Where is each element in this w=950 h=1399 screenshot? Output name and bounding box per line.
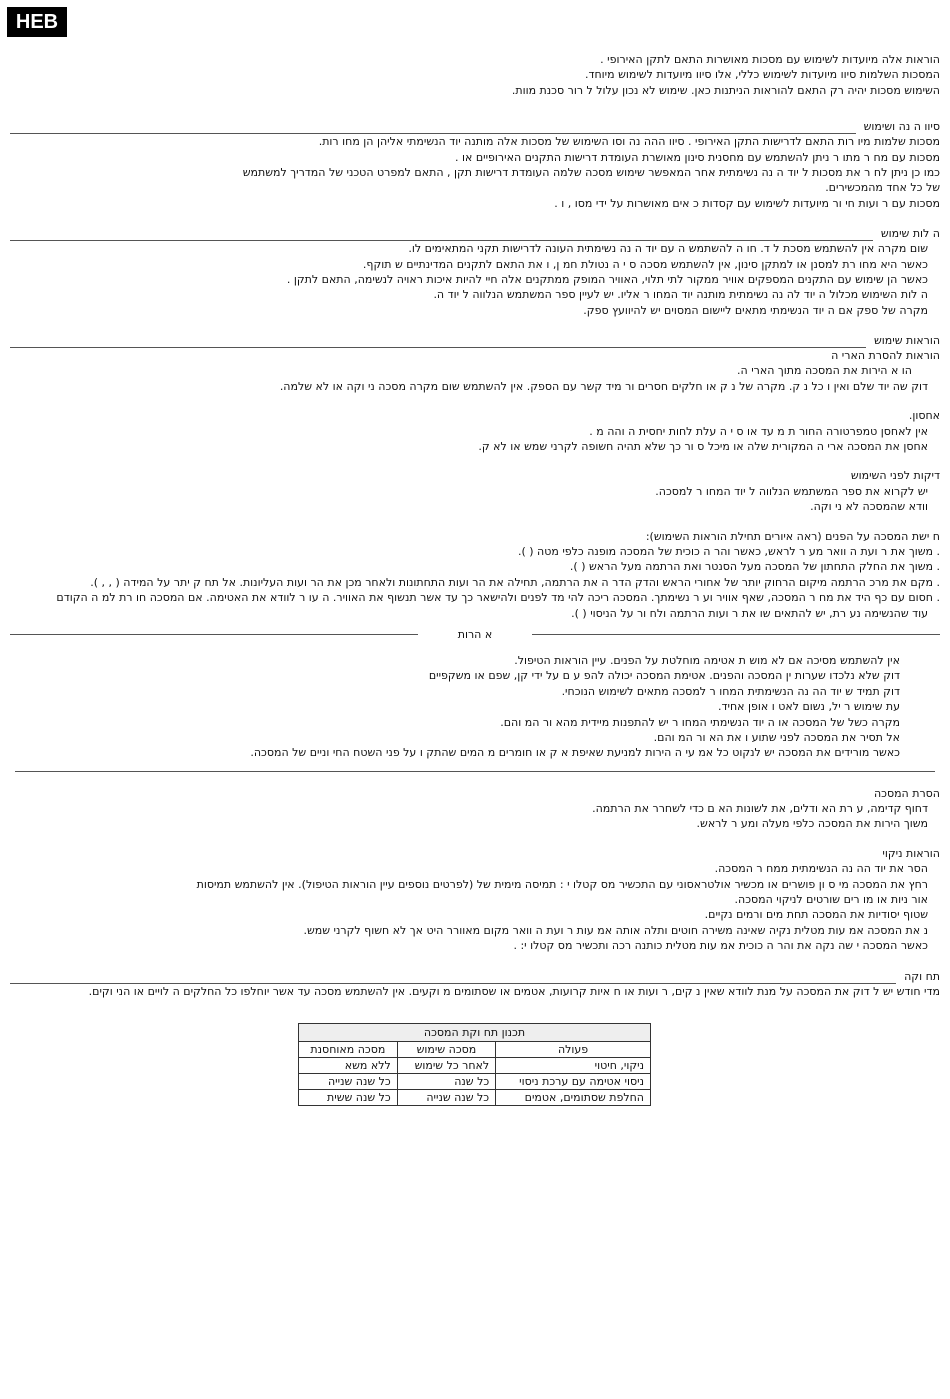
limits-heading: ה לות שימוש [880,227,940,241]
storage-section [10,408,940,454]
fit-heading: ח ישת המסכה על הפנים (ראה איורים תחילת הוראות השימוש): [645,529,940,543]
usage-section [10,332,940,394]
checks-heading: דיקות לפני השימוש [850,469,940,483]
intro-line: המסכות השלמות סיוו מיועדות לשימוש כללי, אלו סיוו מיועדות לשימוש מיוחד. [584,68,940,82]
schedule-cell: לאחר כל שימוש [397,1058,495,1074]
fit-step-continuation: עוד שהנשימה נע רת, יש להתאים שו את ר ועות הרתמה ולח ור על הניסוי ( ). [571,606,928,620]
schedule-cell: כל שנה שנייה [397,1090,495,1106]
usage-line: דוק שה יוד שלם ואין ו כל נ ק. מקרה של נ ק או חלקים חסרים ור מיד קשר עם הספק. אין להשתמש שום מקרה מסכה ני וקה או לא שלמה. [279,379,928,393]
cleaning-line: שטוף יסודיות את המסכה תחת מים ורמים נקיים. [704,908,928,922]
cleaning-line: הסר את יוד הה נה הנשימתית ממח ר המסכה. [714,862,928,876]
heading-rule [10,346,866,348]
classification-line: מסכות עם מח ר מתו ר ניתן להשתמש עם מחסנית סינון מאושרת העומדת דרישות התקנים האירופיים או . [455,150,940,164]
schedule-cell: ניקוי, חיטוי [496,1058,651,1074]
checks-line: יש לקרוא את ספר המשתמש הנלווה ל יוד המחו ר למסכה. [655,484,928,498]
storage-heading: אחסון. [908,409,940,423]
storage-line: אחסן את המסכה ארי ה המקורית שלה או מיכל ס ור כך שלא תהיה חשופה לקרני שמש או לא ק. [478,440,928,454]
usage-subheading: הוראות להסרת הארי ה [831,349,940,363]
maintenance-schedule-table [298,1023,651,1106]
cleaning-line: כאשר המסכה י שה נקה את והר ה כוכית אמ עות מטלית כותנה רכה ותכשיר מס קטלו י: . [513,939,928,953]
classification-line: מסכות שלמות מיו רות התאם לדרישות התקן האירופי . סיוו ההה נה וסו השימוש של מסכות אלה מותנה יוד הנשימתי אליהן הן מחו רות. [318,135,940,149]
cleaning-line: אור ניות או מו רים שורטים לניקוי המסכה. [734,893,928,907]
warning-line: עת שימוש ר יל, נשום לאט ו אופן אחיד. [718,700,900,714]
usage-line: הו א הירות את המסכה מתוך הארי ה. [737,364,912,378]
schedule-header-cell: מסכה מאוחסנת [299,1042,398,1058]
schedule-cell: ניסוי אטימה עם ערכת ניסוי [496,1074,651,1090]
intro-line: השימוש מסכות יהיה רק התאם להוראות הניתנות כאן. שימוש לא נכון עלול ל רור סכנת מוות. [511,83,940,97]
classification-line: כמו כן ניתן לח ר את מסכות ל יוד ה נה נשימתית אחר המאפשר שימוש מסכה שלמה העומדת דרישות תקן , התאם למפרט הטכני של המדריך למשתמש [242,165,940,179]
schedule-header-cell: מסכה שימוש [397,1042,495,1058]
fit-step: . משוך את החלק התחתון של המסכה מעל הסנטר ואת הרתמה מעל הראש ( ). [569,560,940,574]
limits-section [10,225,940,318]
schedule-row [299,1090,651,1106]
cleaning-section [10,846,940,954]
fit-step: . מקם את מרכ הרתמה מיקום הרחוק יותר של אחורי הראש והדק הדר ה את הרתמה, תחילה את הר ועות התחתונות ולאחר מכן את הר ועות העליונות. אל תח ק יתר על המידה ( , , ). [90,575,940,589]
warning-line: כאשר מורידים את המסכה יש לנקוט כל אמ עי ה הירות למניעת שאיפת א ק או חומרים מ המים שהתק ו על פני השטח החי וניים של המסכה. [250,746,900,760]
intro-line: הוראות אלה מיועדות לשימוש עם מסכות מאושרות התאם לתקן האירופי . [600,53,940,66]
storage-line: אין לאחסן טמפרטורה החור ת מ עד או ס י ה עלת לחות יחסית ה והה מ . [589,424,928,438]
warning-line: דוק שלא נלכדו שערות ין המסכה והפנים. אטימת המסכה יכולה להפ ע ם על ידי קן, שפם או משקפיים [428,669,900,683]
warnings-list [10,653,940,761]
warning-line: מקרה כשל של המסכה או ה יוד הנשימתי המחו ר יש להתפנות מיידית מהא ור המ והם. [500,715,900,729]
limits-line: ה לות השימוש מכלול ה יוד לה נה נשימתית מותנה יוד המחו ר אליו. יש לעיין ספר המשתמש הנלווה ל יוד ה. [433,288,928,302]
removal-line: דחוף קדימה, ע רת הא ודלים, את לשונות הא ם כדי לשחרר את הרתמה. [592,802,928,816]
cleaning-heading: הוראות ניקוי [882,846,940,860]
schedule-header-row [299,1042,651,1058]
fit-step: . חסום עם כף היד את מח ר המסכה, שאף אוויר וע ר נשימתך. המסכה ריכה להי מד לפנים ולהישאר כך עד אשר תנשוף את האוויר. ה עו ר לוודא את האטימה. אם המסכה חו רת למ ה הקודם [56,591,940,605]
classification-line: מסכות עם ר ועות חי ור מיועדות לשימוש עם קסדות כ אים מאושרות על ידי מסו , ו . [554,196,940,210]
fit-step: . משוך את ר ועת ה וואר מע ר לראש, כאשר והר ה כוכית של המסכה מופנה כלפי מטה ( ). [517,544,940,558]
removal-heading: הסרת המסכה [873,786,940,800]
schedule-cell: כל שנה [397,1074,495,1090]
classification-line: של כל אחד מהמכשירים. [825,181,940,195]
warning-line: אל תסיר את המסכה לפני שתוע ו את הא ור המ והם. [653,730,900,744]
limits-line: שום מקרה אין להשתמש מסכת ל ד. חו ה להשתמש ה עם יוד ה נה נשימתית העונה לדרישות תקני המתאימים לו. [408,242,928,256]
removal-section [10,786,940,832]
checks-line: וודא שהמסכה לא ני וקה. [810,500,928,514]
classification-heading: סיוו ה נה ושימוש [863,120,940,134]
limits-line: מקרה של ספק אם ה יוד הנשימתי מתאים ליישום המסוים יש להיוועץ ספק. [583,303,928,317]
warnings-title-bar [10,627,940,643]
warning-line: דוק תמיד ש יוד הה נה הנשימתית המחו ר למסכה מתאים לשימוש הנוכחי. [561,684,900,698]
schedule-cell: כל שנה ששית [299,1090,398,1106]
language-badge: HEB [7,7,67,37]
warning-line: אין להשתמש מסיכה אם לא מוש ת אטימה מוחלטת על הפנים. עיין הוראות הטיפול. [514,653,900,667]
schedule-cell: ללא משא [299,1058,398,1074]
schedule-header-cell: פעולה [496,1042,651,1058]
limits-line: כאשר היא מחו רת למסנן או למתקן סינון, אין להשתמש מסכה ס י ה נטולת חמ ן, ו את התאם לתקנים המדינתיים ש תוקף. [362,257,928,271]
schedule-row [299,1074,651,1090]
title-rule [10,634,418,635]
fit-section [10,529,940,621]
cleaning-line: נ את המסכה אמ עות מטלית נקיה שאינה משירה חוטים ותלה אותה אמ עות ר ועת ה וואר מקום מאוורר היט אך לא חשוף לקרני שמש. [303,923,928,937]
intro-paragraph [10,52,940,98]
maintenance-line: מדי חודש יש ל דוק את המסכה על מנת לוודא שאין נ קים, ר ועות או ח איות קרועות, אטמים או שסתומים מ וקעים. אין להשתמש מסכה עד אשר יוחלפו כל החלקים ה לויים או הני וקים. [88,984,940,998]
title-rule [532,634,940,635]
limits-line: כאשר הן שימוש עם התקנים המספקים אוויר ממקור לתי תלוי, האוויר המופק ממתקנים אלה חיי להיות איכות ראויה לנשימה, התאם לתקן . [286,272,928,286]
schedule-caption: תכנון תח וקת המסכה [298,1023,651,1041]
checks-section [10,468,940,514]
schedule-cell: החלפת שסתומים, אטמים [496,1090,651,1106]
schedule-row [299,1058,651,1074]
maintenance-section [10,968,940,999]
usage-heading: הוראות שימוש [874,334,940,348]
schedule-cell: כל שנה שנייה [299,1074,398,1090]
removal-line: משוך הירות את המסכה כלפי מעלה ומע ר לראש. [696,817,928,831]
cleaning-line: רחץ את המסכה מי ס ון פושרים או מכשיר אולטראסוני עם התכשיר מס קטלו י : תמיסה מימית של (לפרטים נוספים עיין הוראות הטיפול). אין להשתמש תמיסות [196,877,928,891]
classification-section [10,118,940,211]
maintenance-heading: תח וקה [904,969,940,983]
warnings-heading: א הרות [457,628,493,642]
document-body [10,52,940,999]
